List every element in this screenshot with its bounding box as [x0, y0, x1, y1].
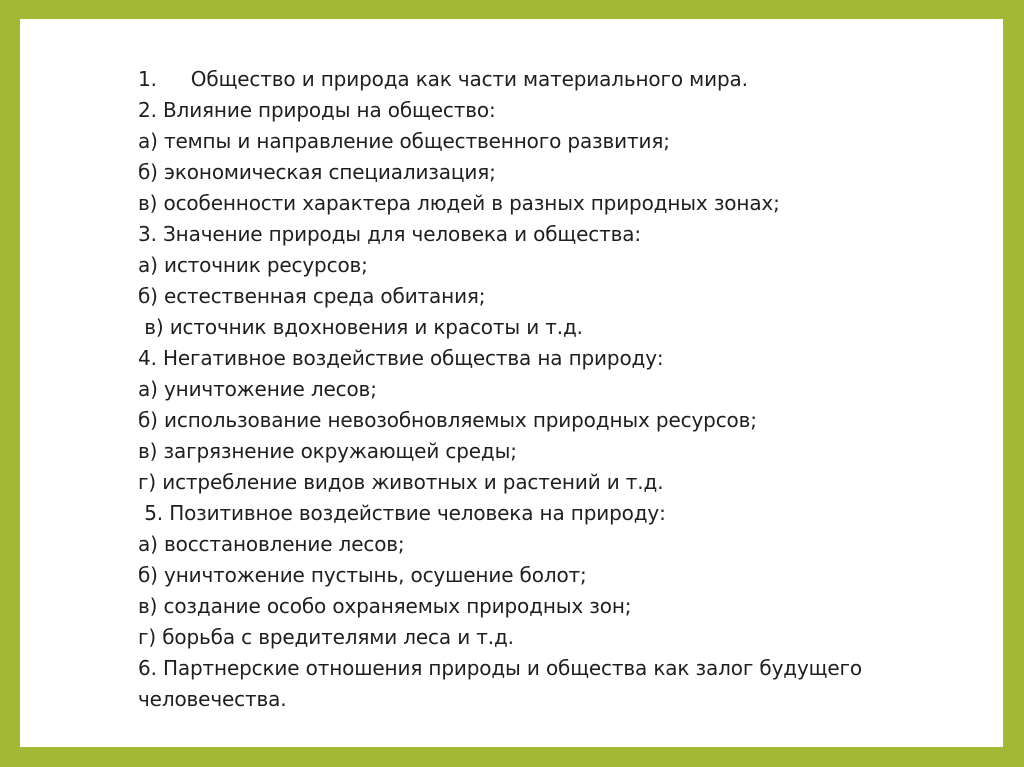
sub-item-5d: г) борьба с вредителями леса и т.д.	[138, 625, 514, 649]
list-item-4: 4. Негативное воздействие общества на природу:	[138, 346, 664, 370]
list-item-5: 5. Позитивное воздействие человека на природу:	[138, 501, 666, 525]
sub-item-5a: а) восстановление лесов;	[138, 532, 405, 556]
list-item-6: 6. Партнерские отношения природы и общества как залог будущего человечества.	[138, 656, 862, 711]
list-item-1	[138, 64, 938, 95]
sub-item-2c: в) особенности характера людей в разных природных зонах;	[138, 191, 780, 215]
sub-item-3c: в) источник вдохновения и красоты и т.д.	[138, 315, 583, 339]
sub-item-3b: б) естественная среда обитания;	[138, 284, 486, 308]
sub-item-5b: б) уничтожение пустынь, осушение болот;	[138, 563, 587, 587]
list-item-3: 3. Значение природы для человека и общества:	[138, 222, 641, 246]
list-text-1: Общество и природа как части материального мира.	[190, 67, 748, 91]
sub-item-4a: а) уничтожение лесов;	[138, 377, 377, 401]
list-item-2: 2. Влияние природы на общество:	[138, 98, 496, 122]
sub-item-4c: в) загрязнение окружающей среды;	[138, 439, 517, 463]
slide	[20, 19, 1003, 747]
sub-item-2b: б) экономическая специализация;	[138, 160, 496, 184]
sub-item-5c: в) создание особо охраняемых природных зон;	[138, 594, 632, 618]
list-number-1: 1.	[138, 67, 157, 91]
slide-content	[138, 64, 938, 715]
sub-item-3a: а) источник ресурсов;	[138, 253, 368, 277]
sub-item-4b: б) использование невозобновляемых природных ресурсов;	[138, 408, 757, 432]
sub-item-2a: а) темпы и направление общественного развития;	[138, 129, 670, 153]
sub-item-4d: г) истребление видов животных и растений и т.д.	[138, 470, 664, 494]
